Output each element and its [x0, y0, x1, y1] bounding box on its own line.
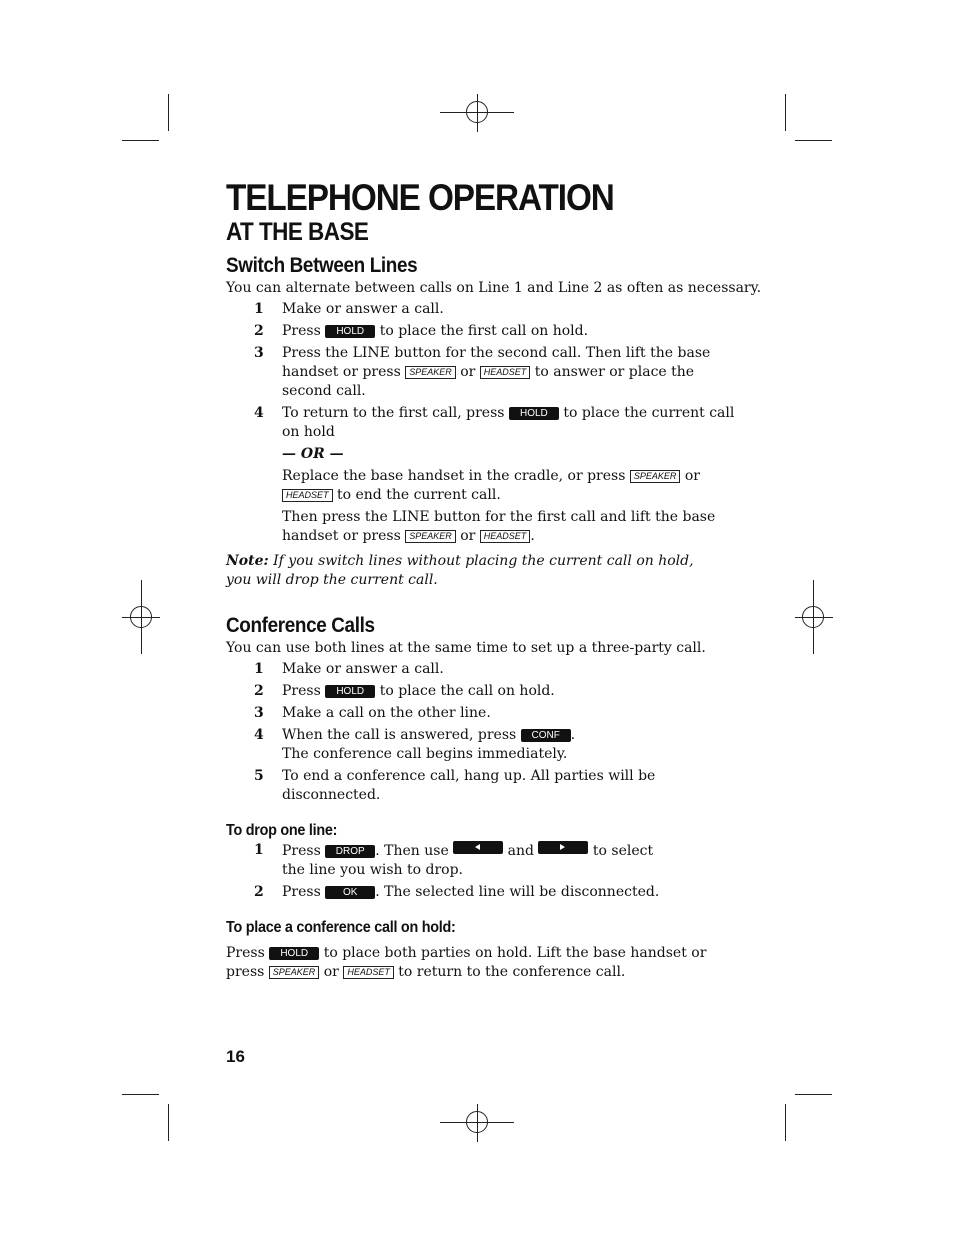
- hold-key: HOLD: [325, 685, 375, 698]
- page-content: [226, 177, 762, 982]
- list-item: [226, 404, 746, 442]
- para-text: or: [323, 964, 339, 980]
- section-heading-conference: Conference Calls: [226, 614, 375, 637]
- conf-key: CONF: [521, 729, 571, 742]
- step-number: 3: [254, 345, 264, 361]
- step-number: 5: [254, 768, 264, 784]
- step-text: Press: [282, 323, 321, 339]
- crop-mark: [795, 140, 832, 141]
- right-arrow-icon: [538, 841, 588, 854]
- step-text: to end the current call.: [336, 487, 501, 503]
- headset-key: HEADSET: [480, 530, 531, 543]
- ok-key: OK: [325, 886, 375, 899]
- section-intro: You can use both lines at the same time to set up a three-party call.: [226, 640, 706, 656]
- step-number: 1: [254, 842, 264, 858]
- step-text: Make or answer a call.: [282, 301, 444, 317]
- step-number: 2: [254, 884, 264, 900]
- crop-mark: [785, 1104, 786, 1141]
- headset-key: HEADSET: [480, 366, 531, 379]
- para-text: Press: [226, 945, 265, 961]
- step-text: or: [684, 468, 700, 484]
- para-text: to place both parties on hold. Lift the base handset or press: [226, 945, 707, 980]
- headset-key: HEADSET: [343, 966, 394, 979]
- or-label: — OR —: [282, 446, 344, 462]
- step-text: The conference call begins immediately.: [282, 746, 568, 762]
- step-number: 1: [254, 301, 264, 317]
- step-text: . Then use: [375, 843, 449, 859]
- crop-mark: [168, 1104, 169, 1141]
- crop-mark: [785, 94, 786, 131]
- list-item: [226, 508, 746, 546]
- list-item: [226, 726, 746, 764]
- speaker-key: SPEAKER: [405, 530, 456, 543]
- step-text: Make or answer a call.: [282, 661, 444, 677]
- step-text: Press: [282, 843, 321, 859]
- step-text: Press the LINE button for the second call. Then lift the base handset or press: [282, 345, 711, 380]
- step-text: to place the first call on hold.: [379, 323, 589, 339]
- left-arrow-icon: [453, 841, 503, 854]
- step-text: Press: [282, 884, 321, 900]
- step-text: To return to the first call, press: [282, 405, 505, 421]
- speaker-key: SPEAKER: [630, 470, 681, 483]
- page-number: 16: [226, 1047, 245, 1066]
- list-item: [226, 841, 662, 880]
- step-text: . The selected line will be disconnected.: [375, 884, 660, 900]
- hold-key: HOLD: [269, 947, 319, 960]
- note-text: If you switch lines without placing the current call on hold, you will drop the current call.: [226, 553, 694, 588]
- list-item: [226, 767, 682, 805]
- note: [226, 552, 696, 590]
- step-text: Press: [282, 683, 321, 699]
- step-number: 4: [254, 727, 264, 743]
- step-text: to answer or place the second call.: [282, 364, 695, 399]
- crop-mark: [168, 94, 169, 131]
- step-text: When the call is answered, press: [282, 727, 517, 743]
- hold-key: HOLD: [325, 325, 375, 338]
- crop-mark: [122, 1094, 159, 1095]
- step-number: 2: [254, 323, 264, 339]
- step-text: to place the current call on hold: [282, 405, 735, 440]
- step-text: and: [507, 843, 534, 859]
- step-text: or: [460, 364, 476, 380]
- step-text: or: [460, 528, 476, 544]
- drop-key: DROP: [325, 845, 375, 858]
- list-item: [226, 322, 746, 341]
- list-item: [226, 660, 746, 679]
- step-text: To end a conference call, hang up. All parties will be disconnected.: [282, 768, 656, 803]
- step-text: .: [530, 528, 535, 544]
- headset-key: HEADSET: [282, 489, 333, 502]
- note-label: Note:: [226, 553, 269, 569]
- step-text: to select the line you wish to drop.: [282, 843, 654, 878]
- hold-key: HOLD: [509, 407, 559, 420]
- list-item: [226, 300, 746, 319]
- crop-mark: [122, 140, 159, 141]
- step-number: 4: [254, 405, 264, 421]
- crop-mark: [795, 1094, 832, 1095]
- subsection-heading-drop-line: To drop one line:: [226, 822, 338, 839]
- list-item: [226, 344, 746, 401]
- section-heading-switch-lines: Switch Between Lines: [226, 254, 418, 277]
- step-text: to place the call on hold.: [379, 683, 555, 699]
- step-text: Make a call on the other line.: [282, 705, 491, 721]
- section-intro: You can alternate between calls on Line 1 and Line 2 as often as necessary.: [226, 280, 762, 296]
- list-item: [226, 467, 746, 505]
- step-text: .: [570, 727, 576, 743]
- list-item: [226, 682, 746, 701]
- step-number: 1: [254, 661, 264, 677]
- para-text: to return to the conference call.: [398, 964, 626, 980]
- step-number: 3: [254, 705, 264, 721]
- page-subtitle: AT THE BASE: [226, 218, 369, 246]
- list-item: [226, 883, 746, 902]
- page-title: TELEPHONE OPERATION: [226, 177, 614, 218]
- list-item: [226, 704, 746, 723]
- speaker-key: SPEAKER: [405, 366, 456, 379]
- step-text: Replace the base handset in the cradle, or press: [282, 468, 626, 484]
- step-text: Then press the LINE button for the first call and lift the base handset or press: [282, 509, 716, 544]
- speaker-key: SPEAKER: [269, 966, 320, 979]
- or-separator: [226, 445, 746, 464]
- subsection-heading-conf-hold: To place a conference call on hold:: [226, 919, 456, 936]
- step-number: 2: [254, 683, 264, 699]
- paragraph: [226, 944, 731, 982]
